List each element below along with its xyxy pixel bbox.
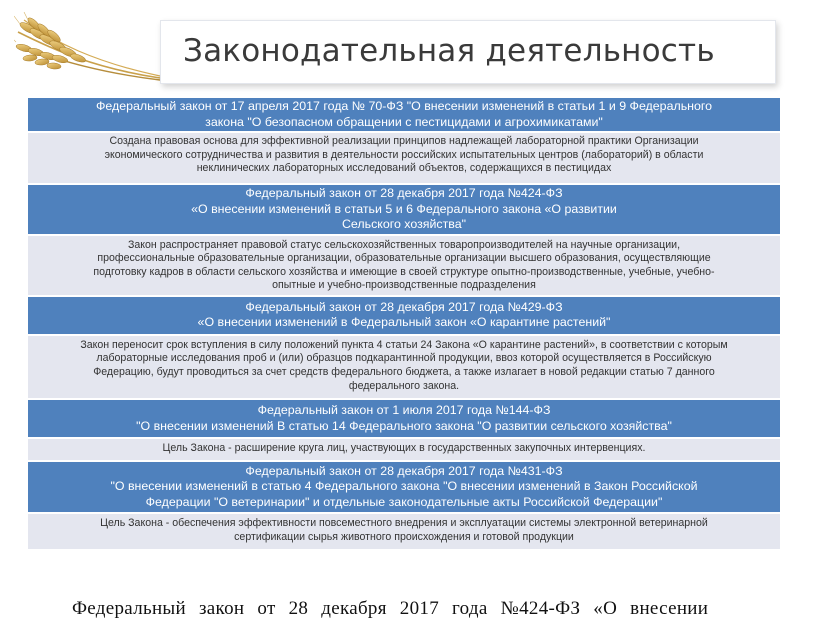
law-heading-line: Федеральный закон от 1 июля 2017 года №144-ФЗ bbox=[257, 403, 551, 418]
law-heading-line: Федеральный закон от 28 декабря 2017 года №429-ФЗ bbox=[245, 299, 563, 314]
body-text: Федеральный закон от 28 декабря 2017 года №424-ФЗ «О внесении bbox=[72, 598, 709, 619]
law-description bbox=[28, 514, 780, 548]
laws-list bbox=[28, 98, 780, 551]
law-description-line: Создана правовая основа для эффективной реализации принципов надлежащей лабораторной практики Организации bbox=[109, 135, 699, 147]
law-description-line: федерального закона. bbox=[348, 379, 460, 392]
law-description bbox=[28, 133, 780, 183]
law-description-line: неклинических лабораторных исследований объектов, содержащихся в пестицидах bbox=[196, 162, 612, 175]
law-description-line: профессиональные образовательные организации, образовательные организации высшего образования, осуществляющие bbox=[97, 252, 711, 265]
law-description-line: опытные и учебно-производственные подразделения bbox=[272, 279, 536, 292]
law-description-line: Закон распространяет правовой статус сельскохозяйственных товаропроизводителей на научные организации, bbox=[127, 238, 681, 251]
law-heading bbox=[28, 98, 780, 131]
law-heading bbox=[28, 297, 780, 334]
law-heading-line: «О внесении изменений в статьи 5 и 6 Федерального закона «О развитии bbox=[191, 201, 617, 216]
wheat-icon bbox=[14, 12, 162, 94]
law-description-line: сертификации сырья животного происхождения и готовой продукции bbox=[234, 530, 574, 543]
law-heading-line: "О внесении изменений В статью 14 Федерального закона "О развитии сельского хозяйства" bbox=[136, 418, 672, 433]
law-description-line: лабораторные исследования проб и (или) образцов подкарантинной продукции, ввоз которой осуществляется в Российскую bbox=[96, 352, 712, 365]
law-description-line: Закон переносит срок вступления в силу положений пункта 4 статьи 24 Закона «О карантине растений», в соответствии с которым bbox=[80, 338, 728, 351]
law-description bbox=[28, 336, 780, 398]
law-description-line: Цель Закона - расширение круга лиц, участвующих в государственных закупочных интервенциях. bbox=[162, 442, 646, 455]
law-description bbox=[28, 236, 780, 295]
title-box bbox=[160, 20, 776, 84]
law-heading-line: Сельского хозяйства" bbox=[341, 217, 467, 231]
law-heading-line: Федеральный закон от 28 декабря 2017 года №431-ФЗ bbox=[245, 463, 563, 478]
page-title: Законодательная деятельность bbox=[183, 33, 715, 69]
law-description-line: экономического сотрудничества и развития в деятельности российских испытательных центров (лабораторий) в области bbox=[104, 148, 704, 161]
law-description-line: подготовку кадров в области сельского хозяйства и имеющие в своей структуре опытно-производственные, учебные, учебно- bbox=[93, 265, 715, 278]
law-description-line: Цель Закона - обеспечения эффективности повсеместного внедрения и эксплуатации системы электронной ветеринарной bbox=[100, 517, 708, 530]
law-heading-line: Федерации "О ветеринарии" и отдельные законодательные акты Российской Федерации" bbox=[145, 494, 663, 509]
law-heading-line: закона "О безопасном обращении с пестицидами и агрохимикатами" bbox=[205, 114, 603, 129]
law-heading bbox=[28, 462, 780, 513]
law-heading bbox=[28, 400, 780, 437]
law-description bbox=[28, 439, 780, 460]
law-heading-line: Федеральный закон от 17 апреля 2017 года № 70-ФЗ "О внесении изменений в статьи 1 и 9 Федерального bbox=[95, 99, 713, 113]
law-heading-line: «О внесении изменений в Федеральный закон «О карантине растений" bbox=[197, 315, 611, 330]
law-heading-line: "О внесении изменений в статью 4 Федерального закона "О внесении изменений в Закон Российской bbox=[110, 479, 698, 494]
law-heading-line: Федеральный закон от 28 декабря 2017 года №424-ФЗ bbox=[245, 186, 563, 200]
law-description-line: Федерацию, будут проводиться за счет средств федерального бюджета, а также излагает в новой редакции статью 7 данного bbox=[93, 366, 715, 379]
law-heading bbox=[28, 185, 780, 234]
